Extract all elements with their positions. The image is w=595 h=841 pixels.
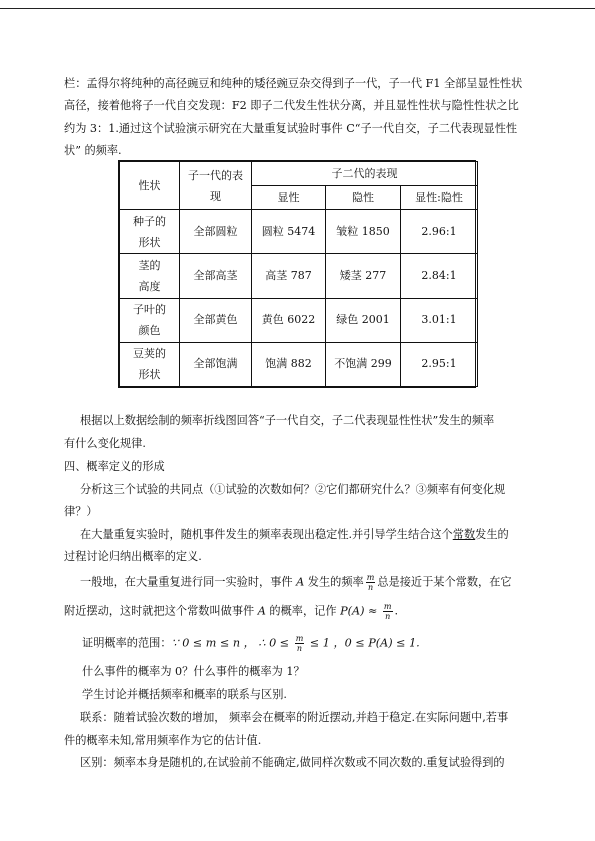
header-ratio: 显性:隐性 <box>401 186 478 210</box>
proof-label: 证明概率的范围： <box>82 636 172 650</box>
row-trait <box>120 298 180 342</box>
definition-text-d: 附近摆动，这时就把这个常数叫做事件 <box>64 604 258 618</box>
definition-line-1 <box>80 573 512 592</box>
table-row <box>120 210 478 254</box>
row-recessive: 绿色 2001 <box>326 298 401 342</box>
frequency-fraction <box>295 634 305 653</box>
probability-notation: P(A) ≈ <box>340 604 381 618</box>
frequency-fraction <box>383 602 393 621</box>
header-gen2: 子二代的表现 <box>252 162 478 186</box>
row-trait-a: 茎的 <box>138 258 161 272</box>
analysis-line-2: 律？） <box>64 505 98 518</box>
analysis-line-1: 分析这三个试验的共同点（①试验的次数如何？②它们都研究什么？③频率有何变化规 <box>80 483 506 496</box>
section-heading: 四、概率定义的形成 <box>64 460 165 473</box>
difference-line-1: 区别：频率本身是随机的,在试验前不能确定,做同样次数或不同次数的.重复试验得到的 <box>80 756 505 769</box>
proof-step-2: ∴ 0 ≤ <box>258 636 293 650</box>
header-rule <box>0 8 595 9</box>
after-table-line-2: 有什么变化规律. <box>64 437 146 450</box>
row-gen1: 全部圆粒 <box>180 210 252 254</box>
row-ratio: 2.95:1 <box>401 342 478 386</box>
proof-line <box>82 634 420 653</box>
row-trait-b: 形状 <box>138 368 161 382</box>
table-row <box>120 298 478 342</box>
discussion-line: 学生讨论并概括频率和概率的联系与区别. <box>82 688 287 701</box>
relation-line-1: 联系：随着试验次数的增加， 频率会在概率的附近摆动,并趋于稳定.在实际问题中,若事 <box>80 711 509 724</box>
row-trait <box>120 342 180 386</box>
definition-text-b: 发生的频率 <box>304 575 364 589</box>
row-trait <box>120 210 180 254</box>
question-line: 什么事件的概率为 0？什么事件的概率为 1？ <box>82 665 305 678</box>
row-trait-b: 高度 <box>138 279 161 293</box>
intro-line-2: 高径，接着他将子一代自交发现：F2 即子二代发生性状分离，并且显性性状与隐性性状之比 <box>64 99 519 112</box>
table-row <box>120 254 478 298</box>
definition-text-c: 总是接近于某个常数，在它 <box>377 575 512 589</box>
row-dominant: 饱满 882 <box>252 342 326 386</box>
stability-text-a: 在大量重复实验时，随机事件发生的频率表现出稳定性.并引导学生结合这个 <box>80 528 453 541</box>
stability-line-2: 过程讨论归纳出概率的定义. <box>64 550 202 563</box>
heredity-table <box>118 160 476 388</box>
intro-line-4: 状” 的频率. <box>64 144 122 157</box>
row-dominant: 黄色 6022 <box>252 298 326 342</box>
fraction-denominator: n <box>385 612 391 621</box>
row-trait-a: 种子的 <box>133 214 166 228</box>
table-row <box>120 342 478 386</box>
fraction-numerator: m <box>295 634 304 643</box>
row-trait-a: 豆荚的 <box>133 347 166 361</box>
fraction-numerator: m <box>366 573 375 582</box>
fraction-denominator: n <box>367 583 374 592</box>
row-gen1: 全部饱满 <box>180 342 252 386</box>
row-trait <box>120 254 180 298</box>
frequency-fraction <box>366 573 376 592</box>
fraction-numerator: m <box>383 602 392 611</box>
row-gen1: 全部高茎 <box>180 254 252 298</box>
header-gen1-b: 现 <box>210 189 221 203</box>
row-ratio: 2.84:1 <box>401 254 478 298</box>
row-trait-b: 颜色 <box>138 324 161 338</box>
stability-text-b: 发生的 <box>475 528 509 541</box>
row-recessive: 皱粒 1850 <box>326 210 401 254</box>
proof-step-1: ∵ 0 ≤ m ≤ n ， <box>171 636 255 650</box>
row-recessive: 不饱满 299 <box>326 342 401 386</box>
row-gen1: 全部黄色 <box>180 298 252 342</box>
row-ratio: 3.01:1 <box>401 298 478 342</box>
event-symbol: A <box>257 604 266 618</box>
header-trait: 性状 <box>120 162 180 210</box>
constant-term: 常数 <box>452 528 476 541</box>
intro-line-1: 栏：孟得尔将纯种的高径豌豆和纯种的矮径豌豆杂交得到子一代，子一代 F1 全部呈显性性状 <box>64 77 523 90</box>
header-gen1 <box>180 162 252 210</box>
stability-line-1 <box>80 528 509 542</box>
intro-line-3: 约为 3：1.通过这个试验演示研究在大量重复试验时事件 C“子一代自交，子二代表现显性性 <box>64 122 518 135</box>
row-recessive: 矮茎 277 <box>326 254 401 298</box>
definition-text-e: 的概率，记作 <box>265 604 341 618</box>
fraction-denominator: n <box>296 644 303 653</box>
row-dominant: 高茎 787 <box>252 254 326 298</box>
event-symbol: A <box>296 575 305 589</box>
proof-step-3: ≤ 1 ， <box>306 636 345 650</box>
row-trait-b: 形状 <box>138 235 161 249</box>
definition-text-a: 一般地，在大量重复进行同一实验时，事件 <box>80 575 297 589</box>
row-ratio: 2.96:1 <box>401 210 478 254</box>
header-gen1-a: 子一代的表 <box>188 168 243 182</box>
row-dominant: 圆粒 5474 <box>252 210 326 254</box>
definition-line-2: 附近摆动，这时就把这个常数叫做事件 A 的概率，记作 P(A) ≈ $\frac{m}{n}$ . <box>64 602 399 621</box>
header-recessive: 隐性 <box>326 186 401 210</box>
after-table-line-1: 根据以上数据绘制的频率折线图回答“子一代自交，子二代表现显性性状”发生的频率 <box>80 414 495 427</box>
proof-step-4: 0 ≤ P(A) ≤ 1. <box>344 636 420 650</box>
relation-line-2: 件的概率未知,常用频率作为它的估计值. <box>64 734 262 747</box>
row-trait-a: 子叶的 <box>133 303 166 317</box>
header-dominant: 显性 <box>252 186 326 210</box>
